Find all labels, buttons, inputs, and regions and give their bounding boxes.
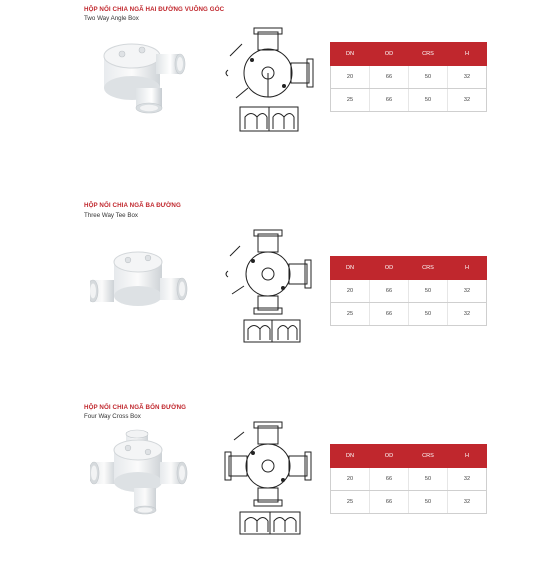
table-cell: 66 xyxy=(370,280,409,303)
table-row xyxy=(331,89,487,112)
product-subtitle: Four Way Cross Box xyxy=(84,413,141,420)
spec-table-header xyxy=(331,257,487,280)
column-header-h: H xyxy=(448,43,487,66)
spec-table-header xyxy=(331,43,487,66)
column-header-dn: DN xyxy=(331,445,370,468)
table-cell: 20 xyxy=(331,468,370,491)
table-row xyxy=(331,468,487,491)
product-title: HỘP NỐI CHIA NGÃ BỐN ĐƯỜNG xyxy=(84,404,187,411)
column-header-h: H xyxy=(448,445,487,468)
table-cell: 32 xyxy=(448,89,487,112)
column-header-dn: DN xyxy=(331,257,370,280)
table-cell: 25 xyxy=(331,89,370,112)
column-header-h: H xyxy=(448,257,487,280)
table-cell: 25 xyxy=(331,303,370,326)
table-cell: 50 xyxy=(409,66,448,89)
column-header-od: OD xyxy=(370,257,409,280)
column-header-crs: CRS xyxy=(409,257,448,280)
spec-table xyxy=(330,444,487,514)
table-cell: 20 xyxy=(331,280,370,303)
table-cell: 50 xyxy=(409,491,448,514)
technical-drawing-three-way xyxy=(218,224,318,344)
table-cell: 50 xyxy=(409,303,448,326)
table-row xyxy=(331,303,487,326)
column-header-dn: DN xyxy=(331,43,370,66)
product-subtitle: Two Way Angle Box xyxy=(84,15,139,22)
table-cell: 25 xyxy=(331,491,370,514)
table-cell: 32 xyxy=(448,468,487,491)
product-photo-four-way-box xyxy=(90,428,190,518)
table-cell: 32 xyxy=(448,66,487,89)
table-cell: 66 xyxy=(370,66,409,89)
product-photo-two-way-box xyxy=(90,28,190,118)
table-cell: 50 xyxy=(409,89,448,112)
table-row xyxy=(331,280,487,303)
technical-drawing-two-way xyxy=(218,18,318,138)
column-header-crs: CRS xyxy=(409,43,448,66)
product-section-three-way xyxy=(0,196,560,376)
product-subtitle: Three Way Tee Box xyxy=(84,212,138,219)
column-header-od: OD xyxy=(370,445,409,468)
spec-table xyxy=(330,256,487,326)
table-cell: 66 xyxy=(370,468,409,491)
product-section-four-way xyxy=(0,398,560,578)
table-row xyxy=(331,66,487,89)
table-cell: 66 xyxy=(370,491,409,514)
table-row xyxy=(331,491,487,514)
spec-table-header xyxy=(331,445,487,468)
technical-drawing-four-way xyxy=(218,418,318,538)
column-header-od: OD xyxy=(370,43,409,66)
table-cell: 66 xyxy=(370,89,409,112)
table-cell: 66 xyxy=(370,303,409,326)
product-title: HỘP NỐI CHIA NGÃ BA ĐƯỜNG xyxy=(84,202,181,209)
column-header-crs: CRS xyxy=(409,445,448,468)
spec-table xyxy=(330,42,487,112)
table-cell: 32 xyxy=(448,491,487,514)
table-cell: 32 xyxy=(448,303,487,326)
product-section-two-way xyxy=(0,0,560,180)
table-cell: 20 xyxy=(331,66,370,89)
table-cell: 50 xyxy=(409,468,448,491)
table-cell: 32 xyxy=(448,280,487,303)
table-cell: 50 xyxy=(409,280,448,303)
product-title: HỘP NỐI CHIA NGÃ HAI ĐƯỜNG VUÔNG GÓC xyxy=(84,6,225,13)
product-photo-three-way-box xyxy=(90,240,190,330)
